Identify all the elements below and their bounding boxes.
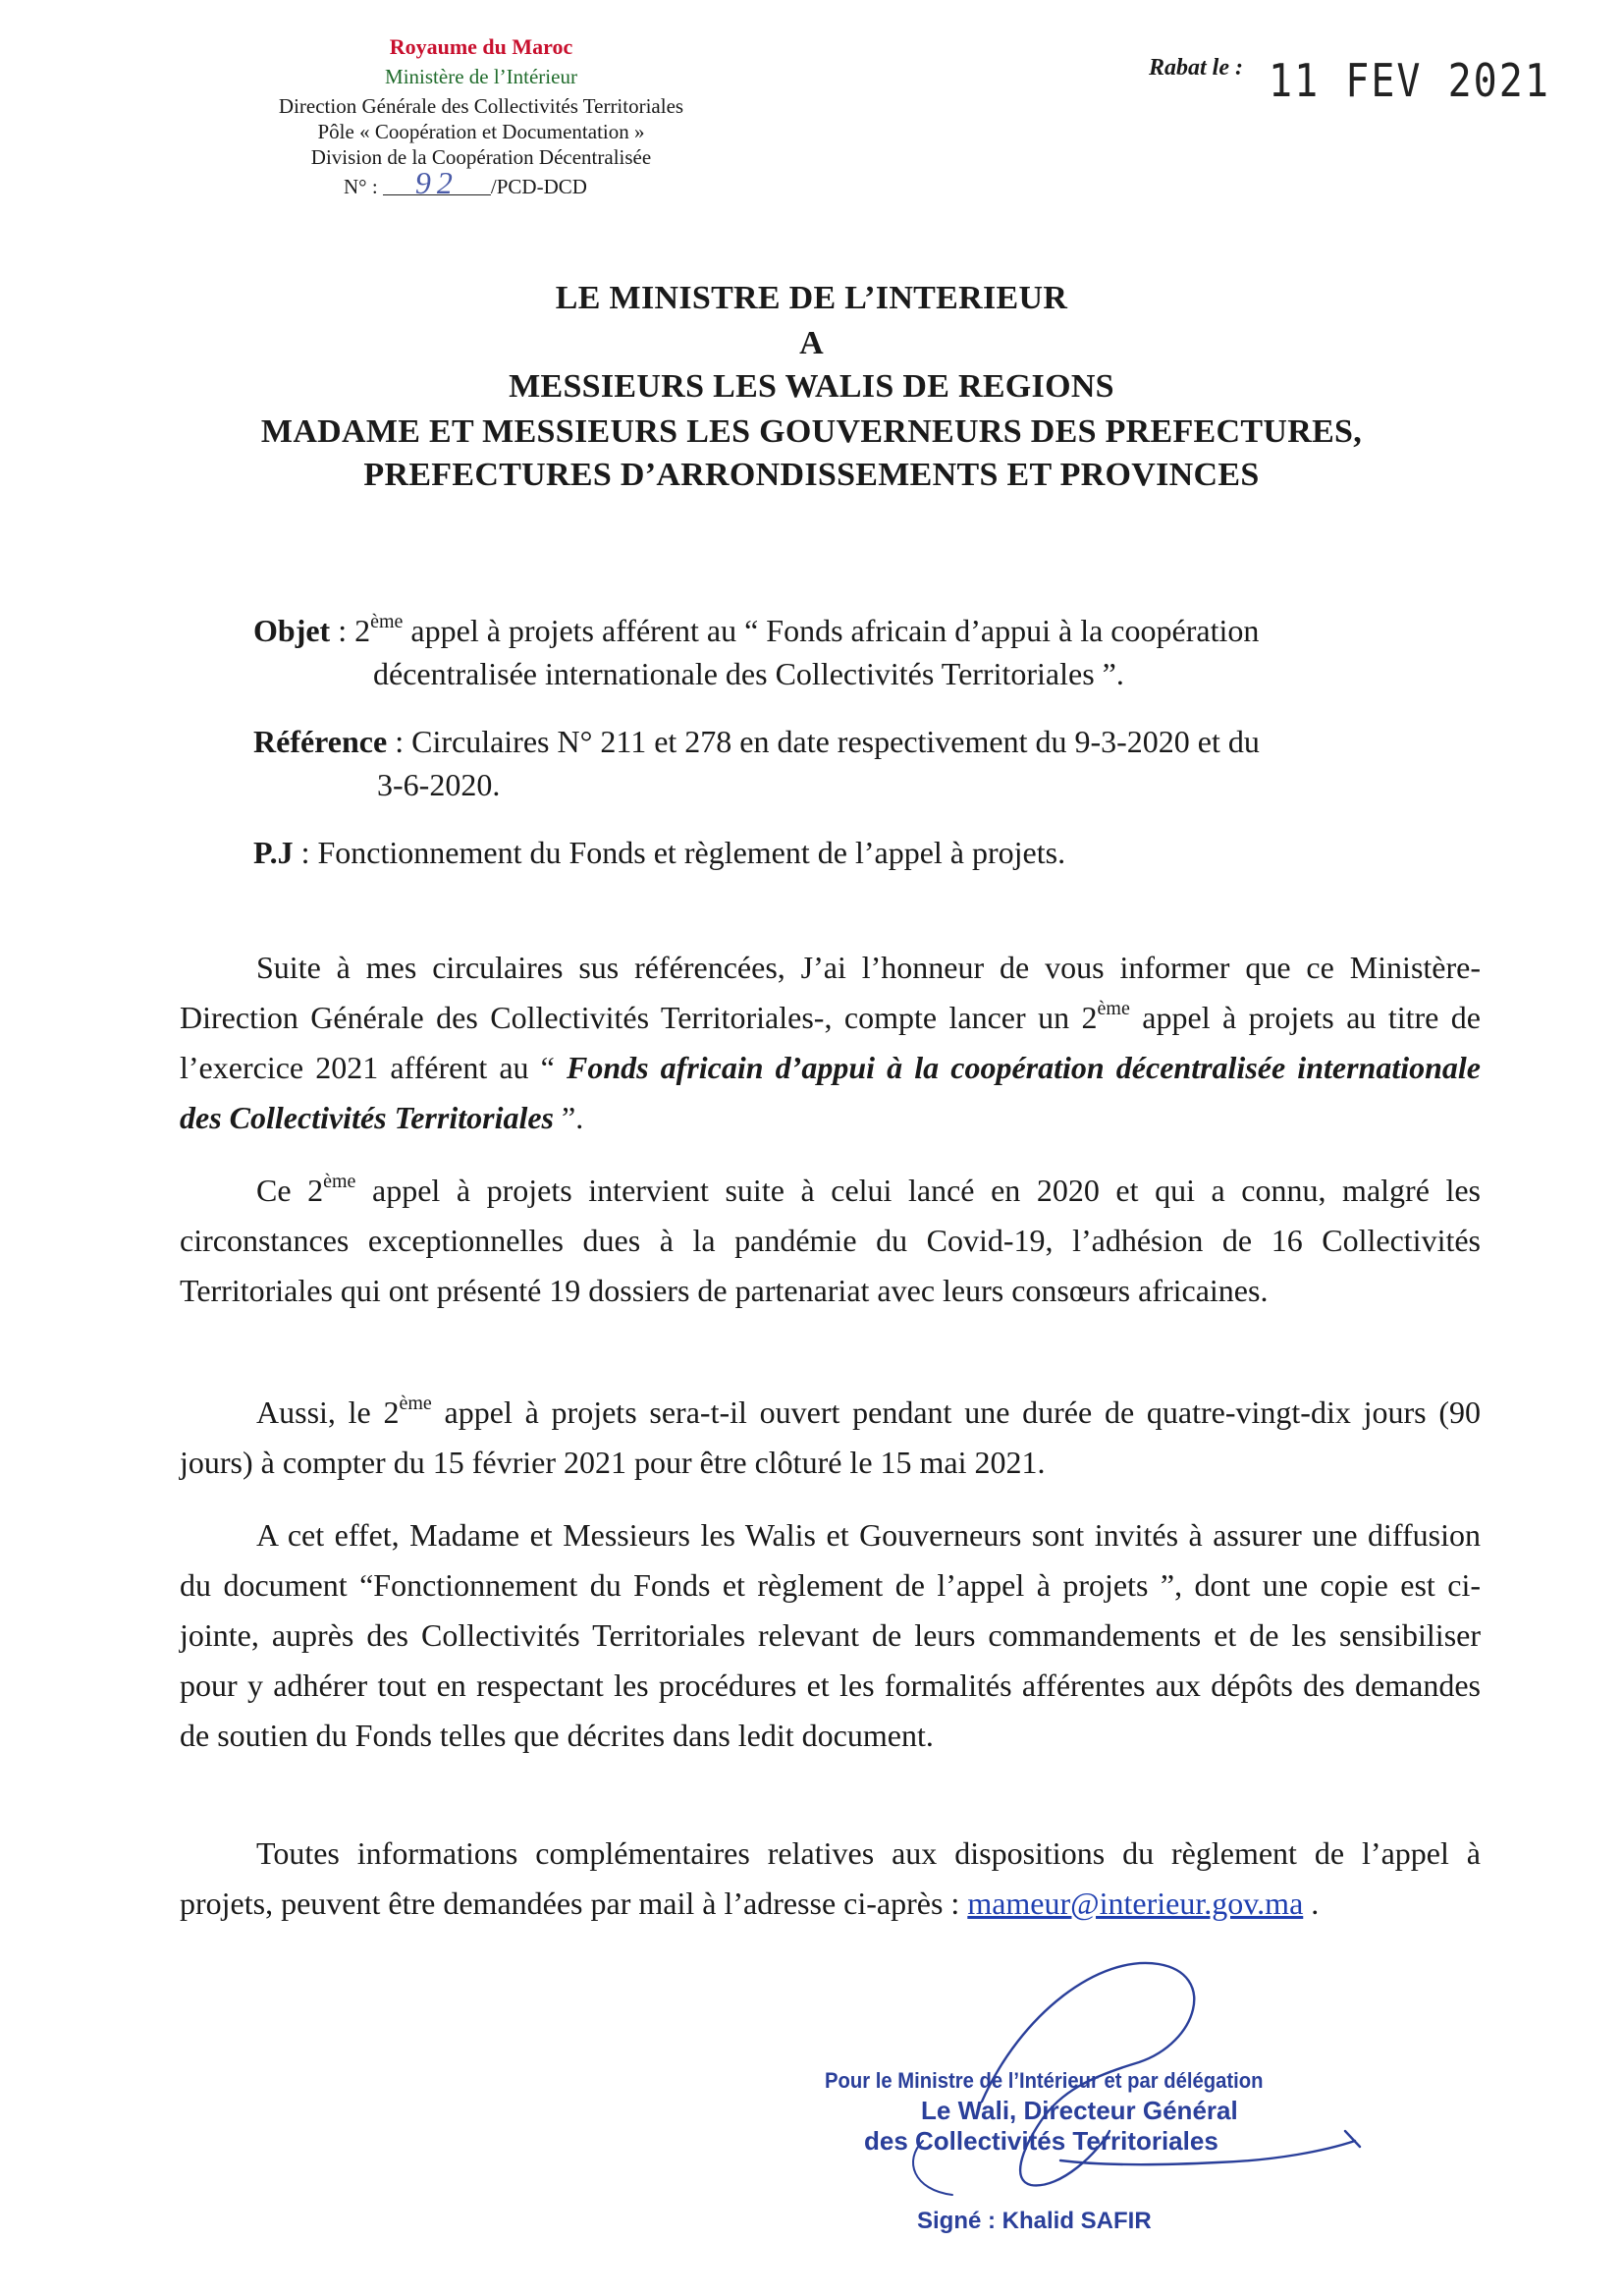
p1-text-b: appel à projets au titre de l’exercice 2021 afférent au “ [180, 1000, 1482, 1085]
title-line-5: PREFECTURES D’ARRONDISSEMENTS ET PROVINCES [363, 457, 1260, 493]
reference-number [344, 165, 638, 200]
p3-text-b: appel à projets sera-t-il ouvert pendant une durée de quatre-vingt-dix jours (90 jours) à compter du 15 février 2021 pour être clôturé le 15 mai 2021. [180, 1394, 1482, 1480]
objet-label: Objet [253, 613, 331, 648]
contact-email-link[interactable]: mameur@interieur.gov.ma [967, 1886, 1304, 1921]
pj-label: P.J [253, 835, 294, 870]
p1-text-c: ”. [554, 1100, 584, 1135]
title-line-4: MADAME ET MESSIEURS LES GOUVERNEURS DES PREFECTURES, [260, 413, 1363, 450]
p2-text-b: appel à projets intervient suite à celui lancé en 2020 et qui a connu, malgré les circonstances exceptionnelles dues à la pandémie du Covid-19, l’adhésion de 16 Collectivités Territoriales qui ont présenté 19 dossiers de partenariat avec leurs consœurs africaines. [180, 1173, 1482, 1308]
signature-title: Le Wali, Directeur Général [921, 2096, 1238, 2125]
p5-text-b: . [1303, 1886, 1320, 1921]
date-stamp: 11 FEV 2021 [1269, 55, 1550, 108]
objet-line-1: appel à projets afférent au “ Fonds africain d’appui à la coopération [403, 613, 1260, 648]
p3-text-a: Aussi, le 2 [256, 1394, 400, 1430]
p2-sup: ème [323, 1171, 356, 1192]
letterhead-kingdom: Royaume du Maroc [389, 34, 573, 59]
reference-number-handwritten: 92 [383, 171, 491, 195]
objet-line-2: décentralisée internationale des Collectivités Territoriales ”. [373, 656, 1124, 691]
reference-number-label: N° : [344, 175, 378, 198]
p1-text-a: Suite à mes circulaires sus référencées, J’ai l’honneur de vous informer que ce Ministère-Direction Générale des Collectivités Territoriales-, compte lancer un 2 [180, 950, 1481, 1035]
body-paragraph-1 [180, 943, 1481, 1143]
letterhead-ministry: Ministère de l’Intérieur [385, 65, 577, 88]
reference-line-1: : Circulaires N° 211 et 278 en date respectivement du 9-3-2020 et du [387, 724, 1260, 759]
letterhead-pole: Pôle « Coopération et Documentation » [317, 120, 645, 143]
reference-label: Référence [253, 724, 388, 759]
reference-line-2: 3-6-2020. [377, 767, 501, 802]
signature-signed-by: Signé : Khalid SAFIR [917, 2208, 1152, 2234]
signature-delegation: Pour le Ministre de l’Intérieur et par délégation [825, 2068, 1264, 2093]
title-line-3: MESSIEURS LES WALIS DE REGIONS [509, 368, 1114, 405]
letterhead-division: Division de la Coopération Décentralisée [310, 145, 652, 169]
date-label: Rabat le : [1149, 55, 1243, 81]
body-paragraph-3 [180, 1388, 1481, 1488]
p2-text-a: Ce 2 [256, 1173, 324, 1208]
objet-block: Objet : 2ème appel à projets afférent au “ Fonds africain d’appui à la coopération décentralisée internationale des Collectivités Territoriales ”. [253, 609, 1481, 695]
body-paragraph-5 [180, 1829, 1481, 1929]
reference-block [253, 720, 1481, 806]
body-paragraph-2 [180, 1166, 1481, 1316]
pj-block [253, 831, 1481, 874]
p5-text-a: Toutes informations complémentaires relatives aux dispositions du règlement de l’appel à projets, peuvent être demandées par mail à l’adresse ci-après : [180, 1835, 1481, 1921]
objet-ordinal-sup: ème [370, 611, 404, 632]
fund-name-emphasis: Fonds africain d’appui à la coopération décentralisée internationale des Collectivités Territoriales [180, 1050, 1482, 1135]
title-line-1: LE MINISTRE DE L’INTERIEUR [555, 280, 1068, 316]
objet-ordinal: 2 [354, 613, 371, 648]
body-paragraph-4: A cet effet, Madame et Messieurs les Walis et Gouverneurs sont invités à assurer une diffusion du document “Fonctionnement du Fonds et règlement de l’appel à projets ”, dont une copie est ci-jointe, auprès des Collectivités Territoriales relevant de leurs commandements et de les sensibiliser pour y adhérer tout en respectant les procédures et les formalités afférentes aux dépôts des demandes de soutien du Fonds telles que décrites dans ledit document. [180, 1517, 1481, 1753]
pj-text: : Fonctionnement du Fonds et règlement de l’appel à projets. [293, 835, 1066, 870]
letterhead-direction: Direction Générale des Collectivités Territoriales [278, 94, 684, 118]
signature-department: des Collectivités Territoriales [864, 2126, 1218, 2156]
p3-sup: ème [399, 1393, 432, 1414]
reference-number-suffix: /PCD-DCD [490, 175, 587, 198]
p1-sup: ème [1097, 998, 1130, 1019]
title-line-2: A [799, 325, 824, 361]
